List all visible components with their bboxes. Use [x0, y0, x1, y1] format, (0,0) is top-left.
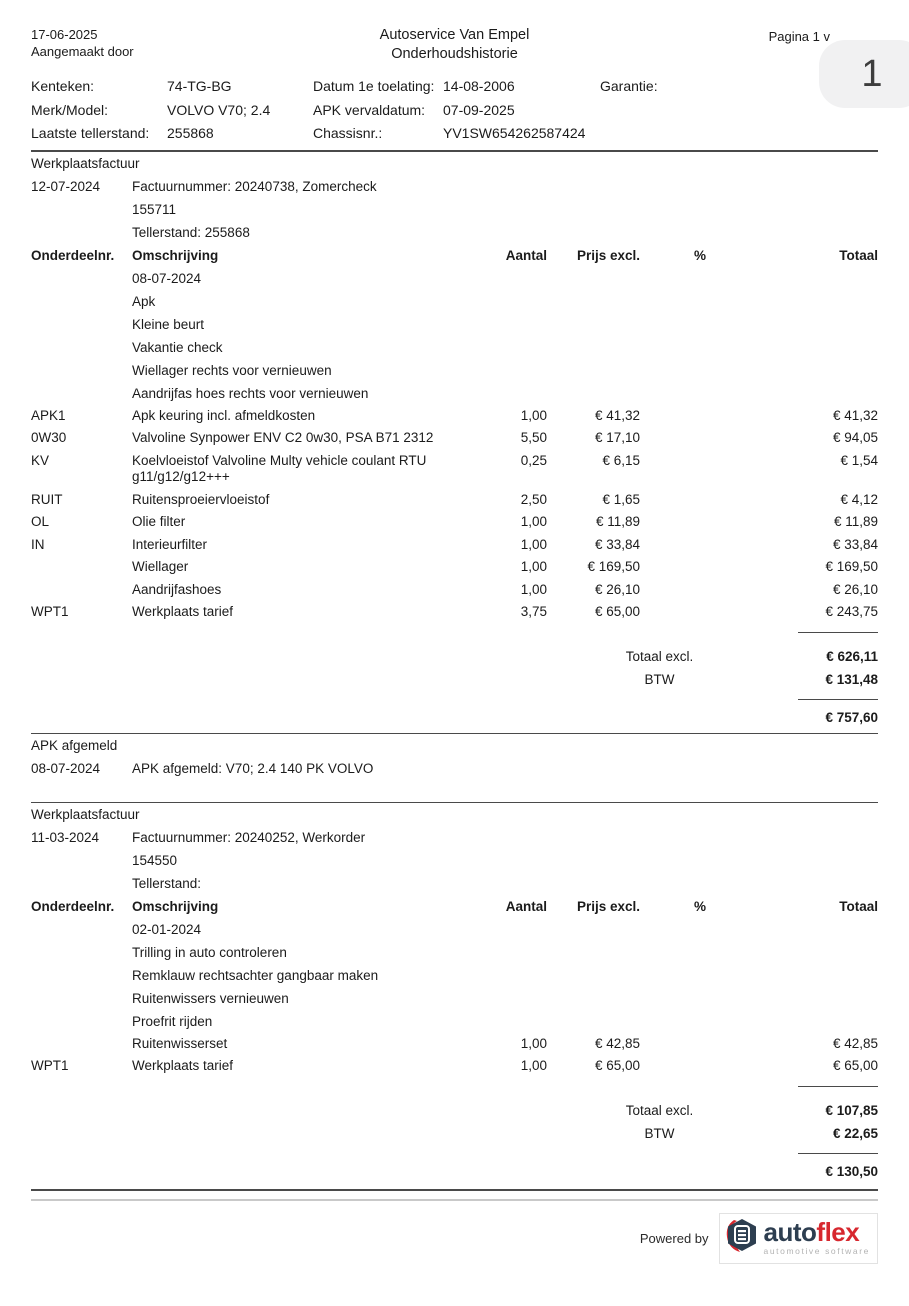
grand-total-row	[31, 1160, 878, 1183]
item-part: APK1	[31, 407, 66, 423]
item-total: € 65,00	[832, 1058, 878, 1073]
item-desc: Ruitenwisserset	[132, 1035, 228, 1051]
item-total: € 11,89	[833, 514, 878, 529]
work-description-line	[31, 382, 878, 405]
item-qty: 1,00	[520, 514, 547, 529]
col-header-pct: %	[693, 247, 706, 263]
work-description-text: Vakantie check	[132, 339, 223, 355]
item-qty: 0,25	[520, 452, 547, 468]
company-name: Autoservice Van Empel	[379, 27, 530, 43]
totals-excl-label: Totaal excl.	[625, 1102, 694, 1118]
item-part: WPT1	[31, 1058, 69, 1073]
table-header-row	[31, 244, 878, 267]
autoflex-logo-text	[763, 1217, 870, 1256]
item-pct	[640, 537, 706, 554]
document-page	[0, 26, 909, 1264]
invoice-date: 11-03-2024	[31, 829, 100, 845]
totals-excl-label: Totaal excl.	[625, 648, 694, 664]
work-description-list	[31, 918, 878, 1033]
page-label: Pagina 1 v	[768, 29, 830, 44]
work-description-text: Apk	[132, 293, 156, 309]
kenteken-value: 74-TG-BG	[167, 78, 232, 94]
col-header-pct: %	[693, 898, 706, 914]
vehicle-row	[31, 122, 878, 146]
vehicle-row	[31, 99, 878, 123]
item-desc: Werkplaats tarief	[132, 604, 234, 619]
table-row	[31, 579, 878, 602]
col-header-desc: Omschrijving	[132, 898, 219, 914]
apk-row	[31, 757, 878, 780]
section-title: Werkplaatsfactuur	[31, 155, 140, 171]
totals-btw-label: BTW	[644, 1125, 675, 1141]
work-description-text: Proefrit rijden	[132, 1013, 213, 1029]
totals-excl-value: € 107,85	[825, 1102, 878, 1118]
col-header-total: Totaal	[839, 247, 878, 263]
work-description-line	[31, 313, 878, 336]
item-qty: 1,00	[520, 536, 547, 552]
item-price: € 41,32	[594, 407, 640, 423]
work-description-text: 02-01-2024	[132, 921, 202, 937]
item-qty: 1,00	[520, 581, 547, 597]
item-price: € 26,10	[594, 581, 640, 597]
item-pct	[640, 582, 706, 599]
invoice-items	[31, 405, 878, 624]
totals-btw-label: BTW	[644, 671, 675, 687]
work-description-list	[31, 267, 878, 405]
col-header-part: Onderdeelnr.	[31, 898, 115, 914]
item-pct	[640, 453, 706, 486]
toelating-value: 14-08-2006	[443, 78, 515, 94]
item-part: RUIT	[31, 491, 63, 507]
col-header-qty: Aantal	[505, 898, 547, 914]
totals-btw-value: € 22,65	[832, 1125, 878, 1141]
item-desc: Olie filter	[132, 514, 186, 529]
table-row	[31, 489, 878, 512]
item-qty: 1,00	[520, 407, 547, 423]
item-desc: Aandrijfashoes	[132, 581, 222, 597]
work-description-text: Remklauw rechtsachter gangbaar maken	[132, 967, 379, 983]
apk-date: 08-07-2024	[31, 760, 101, 776]
work-description-line	[31, 267, 878, 290]
col-header-price: Prijs excl.	[576, 898, 640, 914]
item-desc: Koelvloeistof Valvoline Multy vehicle coulant RTU g11/g12/g12+++	[132, 452, 427, 484]
item-total: € 94,05	[832, 430, 878, 445]
item-total: € 42,85	[832, 1035, 878, 1051]
page-bottom-rule-light	[31, 1199, 878, 1201]
invoice-section-2	[31, 803, 878, 1183]
item-pct	[640, 430, 706, 447]
item-price: € 65,00	[594, 1058, 640, 1073]
invoice-ref: Factuurnummer: 20240738, Zomercheck	[132, 178, 377, 194]
item-total: € 26,10	[832, 581, 878, 597]
item-qty: 1,00	[520, 559, 547, 574]
table-row	[31, 1033, 878, 1056]
item-pct	[640, 492, 706, 509]
document-title: Onderhoudshistorie	[391, 46, 518, 62]
col-header-part: Onderdeelnr.	[31, 247, 115, 263]
item-qty: 1,00	[520, 1035, 547, 1051]
table-header-row	[31, 895, 878, 918]
work-description-line	[31, 987, 878, 1010]
item-desc: Wiellager	[132, 559, 189, 574]
item-qty: 2,50	[520, 491, 547, 507]
work-description-line	[31, 1010, 878, 1033]
item-part: IN	[31, 536, 45, 552]
chassis-value: YV1SW654262587424	[443, 125, 586, 141]
document-header	[31, 26, 878, 64]
logo-word-auto: auto	[763, 1217, 817, 1247]
item-part: WPT1	[31, 604, 69, 619]
table-row	[31, 1055, 878, 1078]
item-pct	[640, 1036, 706, 1053]
work-description-text: Ruitenwissers vernieuwen	[132, 990, 289, 1006]
garantie-label: Garantie:	[600, 78, 658, 94]
invoice-tellerstand: Tellerstand: 255868	[132, 224, 250, 240]
item-qty: 3,75	[520, 604, 547, 619]
item-pct	[640, 514, 706, 531]
tellerstand-label: Laatste tellerstand:	[31, 125, 150, 141]
item-total: € 1,54	[840, 452, 878, 468]
item-desc: Ruitensproeiervloeistof	[132, 491, 270, 507]
totals-excl-value: € 626,11	[826, 648, 878, 664]
item-price: € 11,89	[595, 514, 640, 529]
work-description-text: Aandrijfas hoes rechts voor vernieuwen	[132, 385, 369, 401]
totals-btw-row	[31, 668, 878, 691]
item-pct	[640, 408, 706, 425]
created-by-label: Aangemaakt door	[31, 44, 134, 59]
table-row	[31, 511, 878, 534]
print-date: 17-06-2025	[31, 27, 98, 42]
item-qty: 5,50	[520, 430, 547, 445]
footer	[31, 1213, 878, 1264]
invoice-number: 154550	[132, 852, 178, 868]
item-price: € 33,84	[594, 536, 640, 552]
col-header-qty: Aantal	[505, 247, 547, 263]
table-row	[31, 601, 878, 624]
logo-tagline: automotive software	[763, 1246, 870, 1256]
invoice-date: 12-07-2024	[31, 178, 101, 194]
work-description-text: 08-07-2024	[132, 270, 202, 286]
item-qty: 1,00	[520, 1058, 547, 1073]
item-desc: Valvoline Synpower ENV C2 0w30, PSA B71 2312	[132, 430, 434, 445]
item-part: 0W30	[31, 430, 67, 445]
merk-label: Merk/Model:	[31, 101, 109, 118]
item-total: € 243,75	[825, 604, 878, 619]
item-total: € 41,32	[832, 407, 878, 423]
item-price: € 169,50	[587, 559, 640, 574]
work-description-text: Kleine beurt	[132, 316, 205, 332]
item-price: € 6,15	[602, 452, 640, 468]
invoice-items	[31, 1033, 878, 1078]
item-part	[31, 1036, 132, 1053]
item-price: € 17,10	[594, 430, 640, 445]
work-description-line	[31, 359, 878, 382]
item-total: € 4,12	[840, 491, 878, 507]
header-center	[281, 26, 628, 64]
header-left	[31, 26, 281, 64]
work-description-text: Trilling in auto controleren	[132, 944, 287, 960]
apk-section	[31, 734, 878, 780]
item-desc: Werkplaats tarief	[132, 1058, 234, 1073]
table-row	[31, 405, 878, 428]
item-part: KV	[31, 452, 50, 468]
item-part	[31, 559, 132, 576]
apk-vervaldatum-value: 07-09-2025	[443, 101, 515, 118]
item-desc: Interieurfilter	[132, 536, 208, 552]
invoice-ref: Factuurnummer: 20240252, Werkorder	[132, 829, 366, 845]
totals-excl-row	[31, 1099, 878, 1122]
item-price: € 42,85	[594, 1035, 640, 1051]
item-pct	[640, 1058, 706, 1075]
grand-total-value: € 130,50	[825, 1163, 878, 1179]
logo-word-flex: flex	[816, 1217, 860, 1247]
chassis-label: Chassisnr.:	[313, 125, 383, 141]
table-row	[31, 556, 878, 579]
item-pct	[640, 559, 706, 576]
invoice-number: 155711	[132, 201, 177, 217]
work-description-line	[31, 336, 878, 359]
kenteken-label: Kenteken:	[31, 78, 95, 94]
vehicle-info	[31, 75, 878, 146]
tellerstand-value: 255868	[167, 125, 214, 141]
work-description-line	[31, 941, 878, 964]
autoflex-logo	[719, 1213, 878, 1264]
item-part	[31, 582, 132, 599]
grand-total-row	[31, 706, 878, 729]
table-row	[31, 450, 878, 489]
work-description-text: Wiellager rechts voor vernieuwen	[132, 362, 332, 378]
invoice-ref-row	[31, 826, 878, 849]
vehicle-row	[31, 75, 878, 99]
apk-text: APK afgemeld: V70; 2.4 140 PK VOLVO	[132, 760, 374, 776]
col-header-price: Prijs excl.	[576, 247, 640, 263]
item-pct	[640, 604, 706, 621]
grand-total-value: € 757,60	[825, 709, 878, 725]
col-header-total: Totaal	[839, 898, 878, 914]
col-header-desc: Omschrijving	[132, 247, 219, 263]
section-title: Werkplaatsfactuur	[31, 806, 140, 822]
toelating-label: Datum 1e toelating:	[313, 78, 435, 94]
totals-btw-row	[31, 1122, 878, 1145]
item-price: € 65,00	[594, 604, 640, 619]
invoice-ref-row	[31, 175, 878, 198]
section-title: APK afgemeld	[31, 737, 118, 753]
item-desc: Apk keuring incl. afmeldkosten	[132, 407, 316, 423]
work-description-line	[31, 290, 878, 313]
merk-value: VOLVO V70; 2.4	[167, 101, 271, 118]
invoice-tellerstand: Tellerstand:	[132, 875, 202, 891]
apk-vervaldatum-label: APK vervaldatum:	[313, 101, 426, 118]
table-row	[31, 427, 878, 450]
invoice-section-1	[31, 152, 878, 729]
autoflex-logo-icon	[724, 1217, 761, 1260]
powered-by-label: Powered by	[639, 1230, 709, 1246]
totals-excl-row	[31, 645, 878, 668]
totals-btw-value: € 131,48	[825, 671, 878, 687]
table-row	[31, 534, 878, 557]
item-total: € 169,50	[825, 559, 878, 574]
page-number-badge: 1	[819, 40, 909, 108]
work-description-line	[31, 918, 878, 941]
item-part: OL	[31, 514, 50, 529]
work-description-line	[31, 964, 878, 987]
item-total: € 33,84	[832, 536, 878, 552]
item-price: € 1,65	[602, 491, 640, 507]
